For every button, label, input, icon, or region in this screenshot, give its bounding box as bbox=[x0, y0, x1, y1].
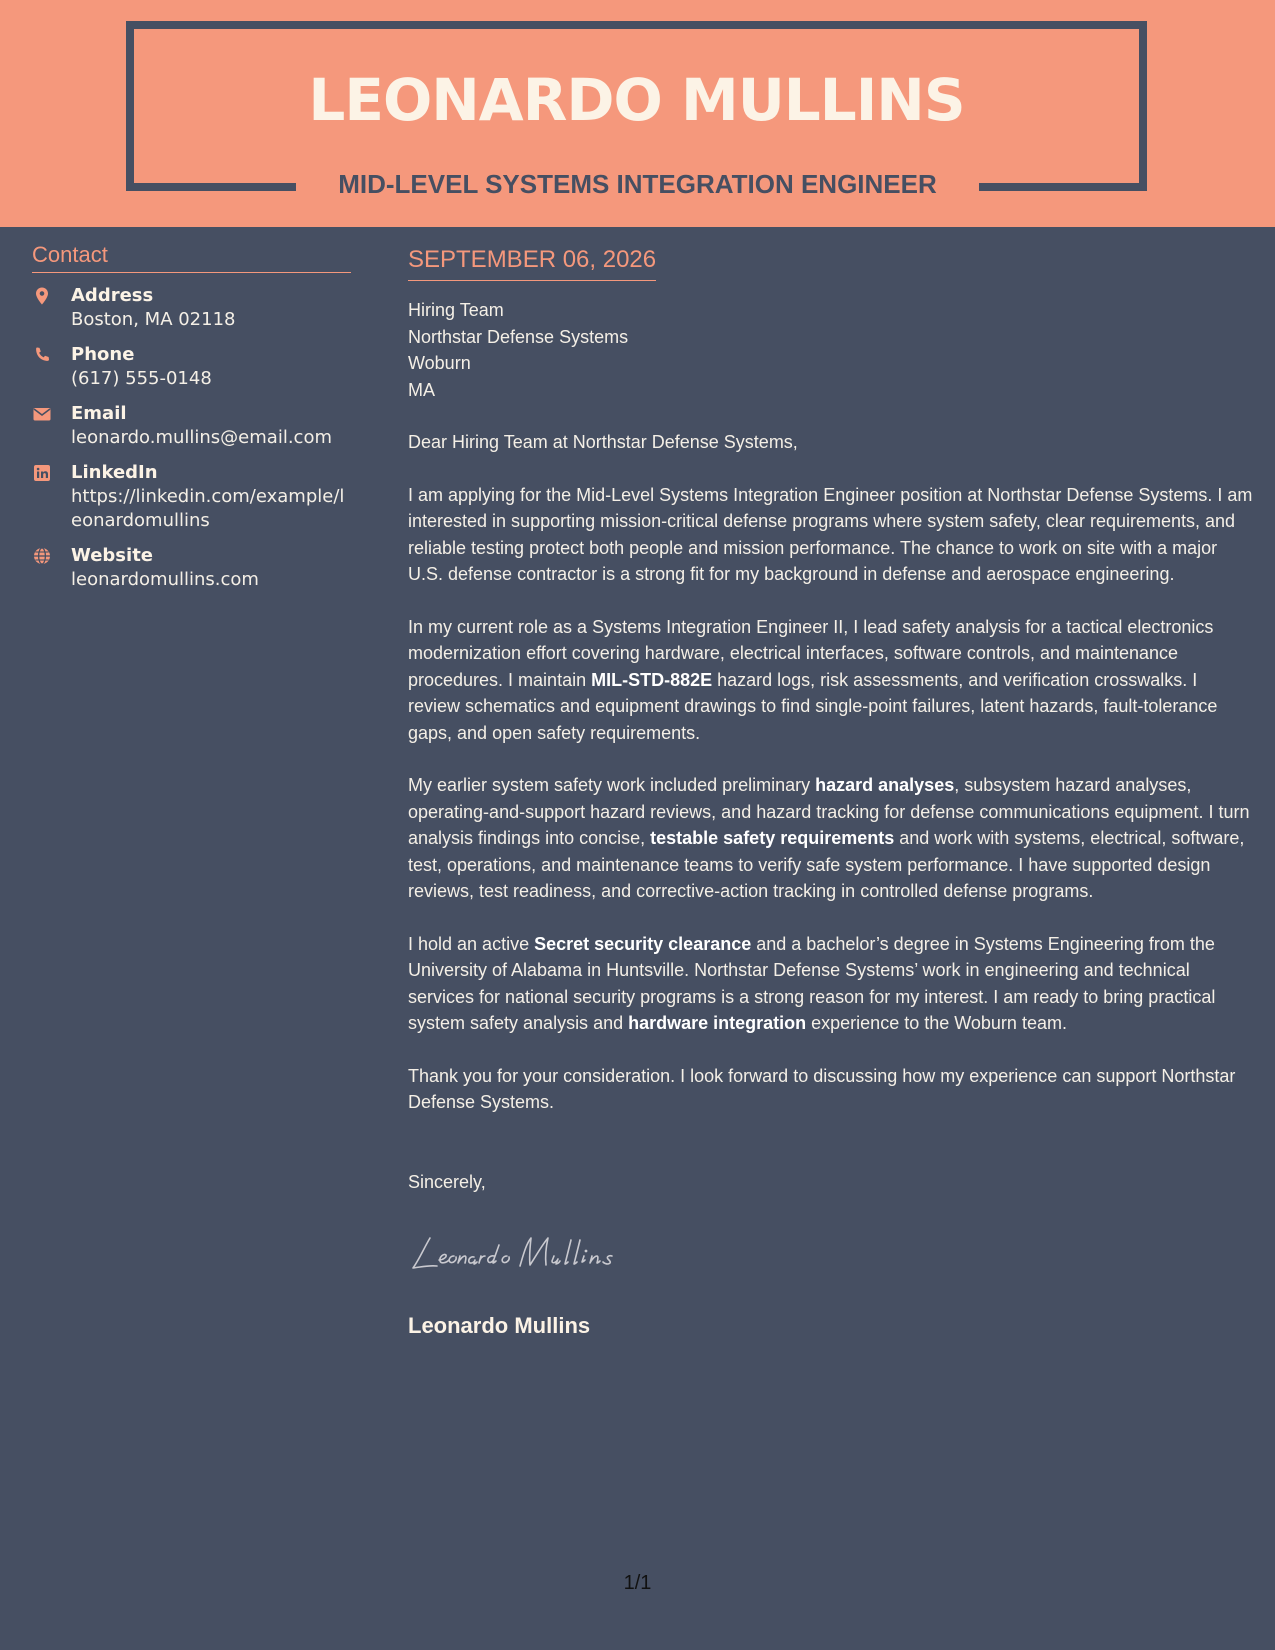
paragraph-text: I hold an active bbox=[408, 933, 535, 954]
contact-address bbox=[32, 283, 351, 332]
applicant-name: LEONARDO MULLINS bbox=[308, 66, 965, 134]
contact-linkedin bbox=[32, 460, 351, 533]
contact-website bbox=[32, 543, 351, 592]
emphasis-text: MIL-STD-882E bbox=[591, 669, 713, 690]
page-number: 1/1 bbox=[623, 1572, 652, 1594]
contact-email bbox=[32, 401, 351, 450]
address-value: Boston, MA 02118 bbox=[71, 309, 236, 330]
recipient-line: Woburn bbox=[408, 353, 471, 373]
emphasis-text: hazard analyses bbox=[815, 775, 955, 795]
contact-sidebar bbox=[32, 240, 351, 602]
linkedin-icon bbox=[32, 463, 52, 483]
address-label: Address bbox=[71, 285, 154, 306]
phone-value: (617) 555-0148 bbox=[71, 368, 212, 389]
paragraph-text: Thank you for your consideration. I look forward to discussing how my experience can support Northstar Defense Systems. bbox=[408, 1065, 1236, 1112]
emphasis-text: hardware integration bbox=[628, 1013, 807, 1033]
closing: Sincerely, bbox=[408, 1171, 486, 1192]
website-value[interactable]: leonardomullins.com bbox=[71, 569, 259, 590]
paragraph-text: and a bachelor’s degree in Systems Engineering from the University of Alabama in Huntsville. Northstar Defense Systems’ work in engineering and technical services for national security programs is a strong reason for my interest. I am ready to bring practical system safety analysis and bbox=[408, 933, 1216, 1033]
recipient-line: MA bbox=[408, 379, 435, 400]
paragraph-text: hazard logs, risk assessments, and verification crosswalks. I review schematics and equipment drawings to find single-point failures, latent hazards, fault-tolerance gaps, and open safety requirements. bbox=[408, 669, 1218, 743]
website-label: Website bbox=[71, 545, 154, 566]
linkedin-label: LinkedIn bbox=[71, 462, 158, 483]
body-paragraph bbox=[408, 614, 1253, 747]
email-label: Email bbox=[71, 403, 127, 424]
body-paragraph bbox=[408, 931, 1253, 1037]
paragraph-text: My earlier system safety work included preliminary bbox=[408, 775, 816, 795]
paragraph-text: I am applying for the Mid-Level Systems Integration Engineer position at Northstar Defense Systems. I am interested in supporting mission-critical defense programs where system safety, clear requirements, and reliable testing protect both people and mission performance. The chance to work on site with a major U.S. defense contractor is a strong fit for my background in defense and aerospace engineering. bbox=[408, 484, 1253, 584]
header-frame-bottom-right bbox=[979, 183, 1147, 191]
header-banner bbox=[0, 0, 1275, 227]
letter-paragraphs bbox=[408, 482, 1253, 1116]
letter-date: SEPTEMBER 06, 2026 bbox=[408, 242, 656, 281]
map-pin-icon bbox=[32, 286, 52, 306]
recipient-block bbox=[408, 297, 1253, 403]
paragraph-text: experience to the Woburn team. bbox=[806, 1013, 1067, 1033]
body-paragraph bbox=[408, 482, 1253, 588]
paragraph-text: and work with systems, electrical, software, test, operations, and maintenance teams to verify safe system performance. I have supported design reviews, test readiness, and corrective-action tracking in controlled defense programs. bbox=[408, 828, 1245, 901]
salutation: Dear Hiring Team at Northstar Defense Systems, bbox=[408, 432, 798, 452]
letter-body bbox=[408, 242, 1253, 1341]
paragraph-text: , subsystem hazard analyses, operating-and-support hazard reviews, and hazard tracking for defense communications equipment. I turn analysis findings into concise, bbox=[408, 775, 1250, 848]
body-paragraph bbox=[408, 1063, 1253, 1116]
contact-heading: Contact bbox=[32, 240, 351, 273]
header-frame-bottom-left bbox=[126, 183, 296, 191]
envelope-icon bbox=[32, 404, 52, 424]
handwritten-signature bbox=[408, 1228, 668, 1274]
paragraph-text: In my current role as a Systems Integration Engineer II, I lead safety analysis for a tactical electronics modernization effort covering hardware, electrical interfaces, software controls, and maintenance procedures. I maintain bbox=[408, 616, 1214, 690]
linkedin-value[interactable]: https://linkedin.com/example/leonardomullins bbox=[71, 486, 345, 531]
emphasis-text: Secret security clearance bbox=[534, 933, 752, 954]
signer-name: Leonardo Mullins bbox=[408, 1313, 591, 1338]
email-value: leonardo.mullins@email.com bbox=[71, 427, 332, 448]
contact-phone bbox=[32, 342, 351, 391]
recipient-line: Northstar Defense Systems bbox=[408, 326, 629, 347]
body-paragraph bbox=[408, 772, 1253, 905]
phone-icon bbox=[32, 345, 52, 365]
globe-icon bbox=[32, 546, 52, 566]
emphasis-text: testable safety requirements bbox=[650, 828, 895, 848]
recipient-line: Hiring Team bbox=[408, 300, 504, 320]
job-title: MID-LEVEL SYSTEMS INTEGRATION ENGINEER bbox=[338, 169, 937, 199]
phone-label: Phone bbox=[71, 344, 135, 365]
